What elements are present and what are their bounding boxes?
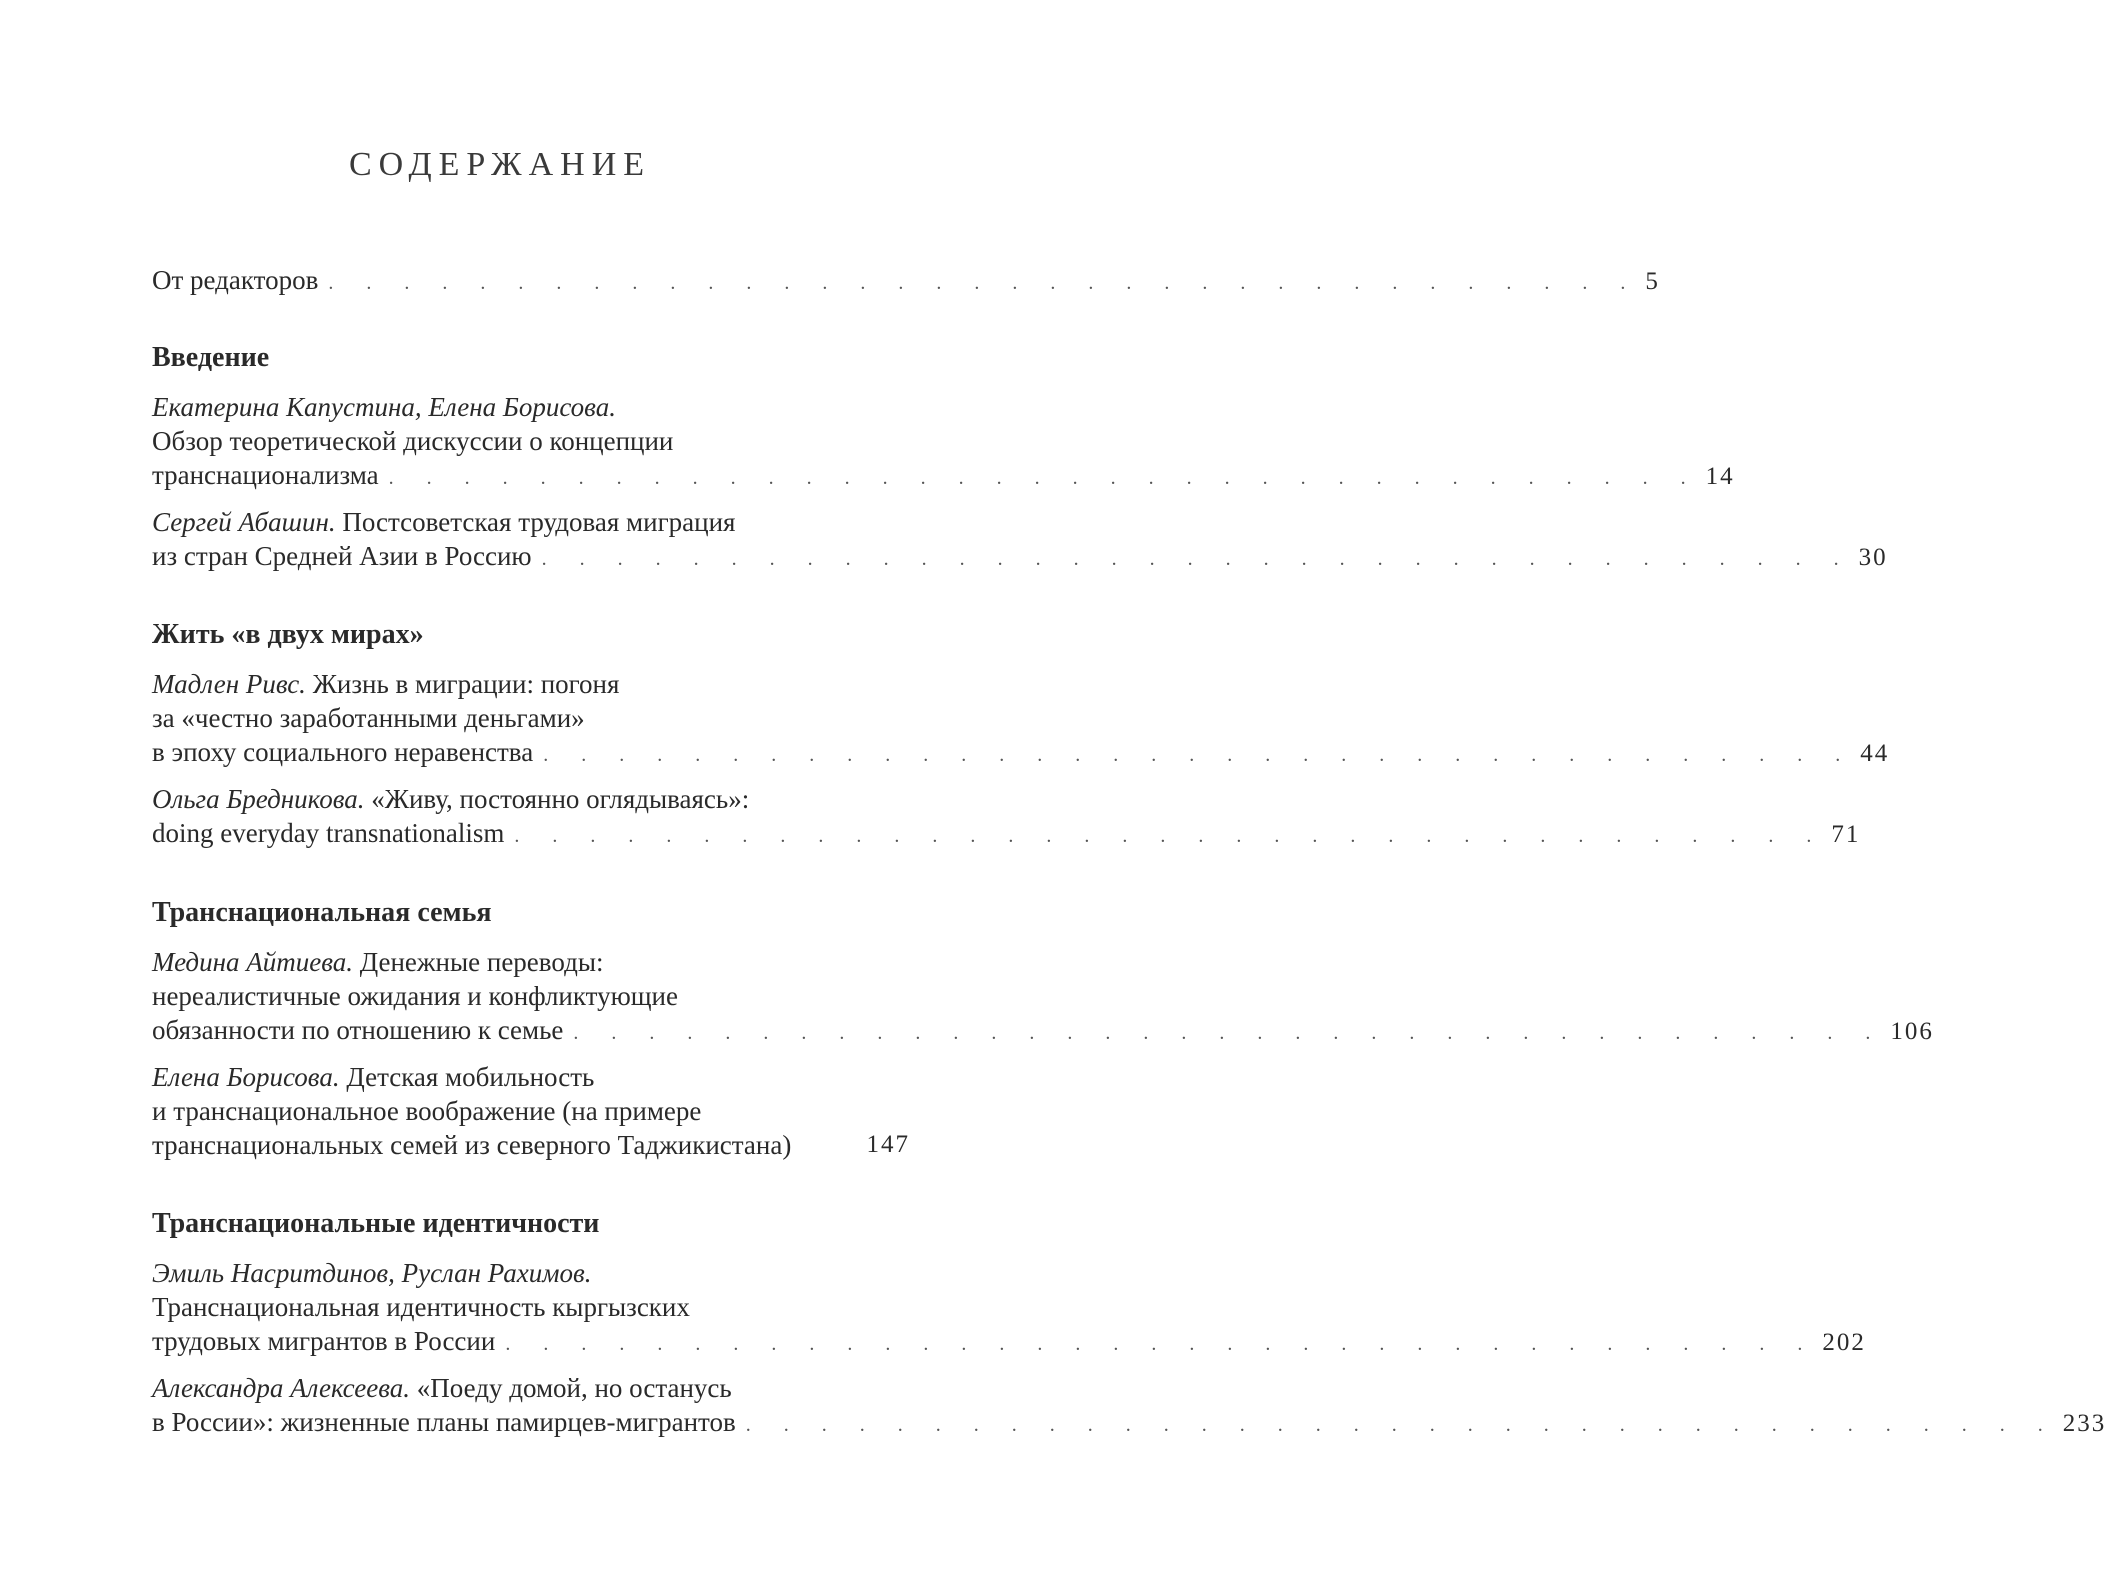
entry-title-line: «Поеду домой, но останусь — [416, 1373, 732, 1403]
entry-title-line: из стран Средней Азии в Россию — [152, 541, 532, 571]
page-number: 30 — [1858, 544, 1888, 571]
entry-author: Сергей Абашин. — [152, 507, 336, 537]
page-number: 14 — [1705, 463, 1735, 490]
entry-title-line: транснационализма — [152, 460, 379, 490]
entry-title-line: Детская мобильность — [346, 1062, 595, 1092]
section-heading: Транснациональные идентичности — [152, 1208, 600, 1239]
page-number: 202 — [1822, 1329, 1866, 1356]
page-number: 5 — [1645, 268, 1660, 295]
leader-dots: . . . . . . . . . . . . . . . . . . . . . . . . . . . . . . . . . . . — [541, 548, 1853, 570]
entry-title-line: за «честно заработанными деньгами» — [152, 703, 585, 733]
entry-title-line: в России»: жизненные планы памирцев-мигрантов — [152, 1407, 736, 1437]
leader-dots: . . . . . . . . . . . . . . . . . . . . . . . . . . . . . . . . . . . — [745, 1414, 2057, 1436]
page-number: 233 — [2062, 1410, 2106, 1437]
entry-title-line: Постсоветская трудовая миграция — [342, 507, 736, 537]
leader-dots: . . . . . . . . . . . . . . . . . . . . . . . . . . . . . . . . . . . — [514, 825, 1826, 847]
entry-title-line: обязанности по отношению к семье — [152, 1015, 564, 1045]
leader-dots: . . . . . . . . . . . . . . . . . . . . . . . . . . . . . . . . . . . — [543, 744, 1855, 766]
entry-author: Александра Алексеева. — [152, 1373, 411, 1403]
section-heading: Жить «в двух мирах» — [152, 619, 424, 650]
entry-author: Екатерина Капустина, Елена Борисова. — [152, 392, 616, 422]
entry-title-line: Жизнь в миграции: погоня — [312, 669, 620, 699]
entry-title-line: Транснациональная идентичность кыргызских — [152, 1292, 690, 1322]
entry-title-line: Денежные переводы: — [359, 947, 604, 977]
page-number: 147 — [866, 1131, 910, 1158]
entry-author: Медина Айтиева. — [152, 947, 353, 977]
page-number: 71 — [1831, 821, 1861, 848]
page-number: 44 — [1860, 740, 1890, 767]
leader-dots: . . . . . . . . . . . . . . . . . . . . . . . . . . . . . . . . . . . — [505, 1333, 1817, 1355]
entry-title-line: doing everyday transnationalism — [152, 818, 505, 848]
entry-author: Мадлен Ривс. — [152, 669, 306, 699]
entry-title-line: транснациональных семей из северного Таджикистана) — [152, 1130, 792, 1160]
entry-title-line: трудовых мигрантов в России — [152, 1326, 496, 1356]
leader-dots: . . . . . . . . . . . . . . . . . . . . . . . . . . . . . . . . . . . — [573, 1022, 1885, 1044]
page-title: СОДЕРЖАНИЕ — [348, 146, 652, 183]
entry-title-line: и транснациональное воображение (на примере — [152, 1096, 702, 1126]
entry-title-line: нереалистичные ожидания и конфликтующие — [152, 981, 678, 1011]
entry-title-line: Обзор теоретической дискуссии о концепции — [152, 426, 674, 456]
entry-author: Эмиль Насритдинов, Руслан Рахимов. — [152, 1258, 592, 1288]
toc-entry-preface[interactable] — [152, 263, 1660, 300]
entry-title: От редакторов — [152, 265, 319, 295]
leader-dots: . . . . . . . . . . . . . . . . . . . . . . . . . . . . . . . . . . . — [328, 272, 1640, 294]
entry-author: Елена Борисова. — [152, 1062, 340, 1092]
leader-dots: . . . . . . . . . . . . . . . . . . . . . . . . . . . . . . . . . . . — [388, 467, 1700, 489]
entry-title-line: в эпоху социального неравенства — [152, 737, 534, 767]
page-number: 106 — [1890, 1018, 1934, 1045]
section-heading: Введение — [152, 342, 270, 373]
section-heading: Транснациональная семья — [152, 897, 492, 928]
entry-title-line: «Живу, постоянно оглядываясь»: — [371, 784, 750, 814]
entry-author: Ольга Бредникова. — [152, 784, 365, 814]
